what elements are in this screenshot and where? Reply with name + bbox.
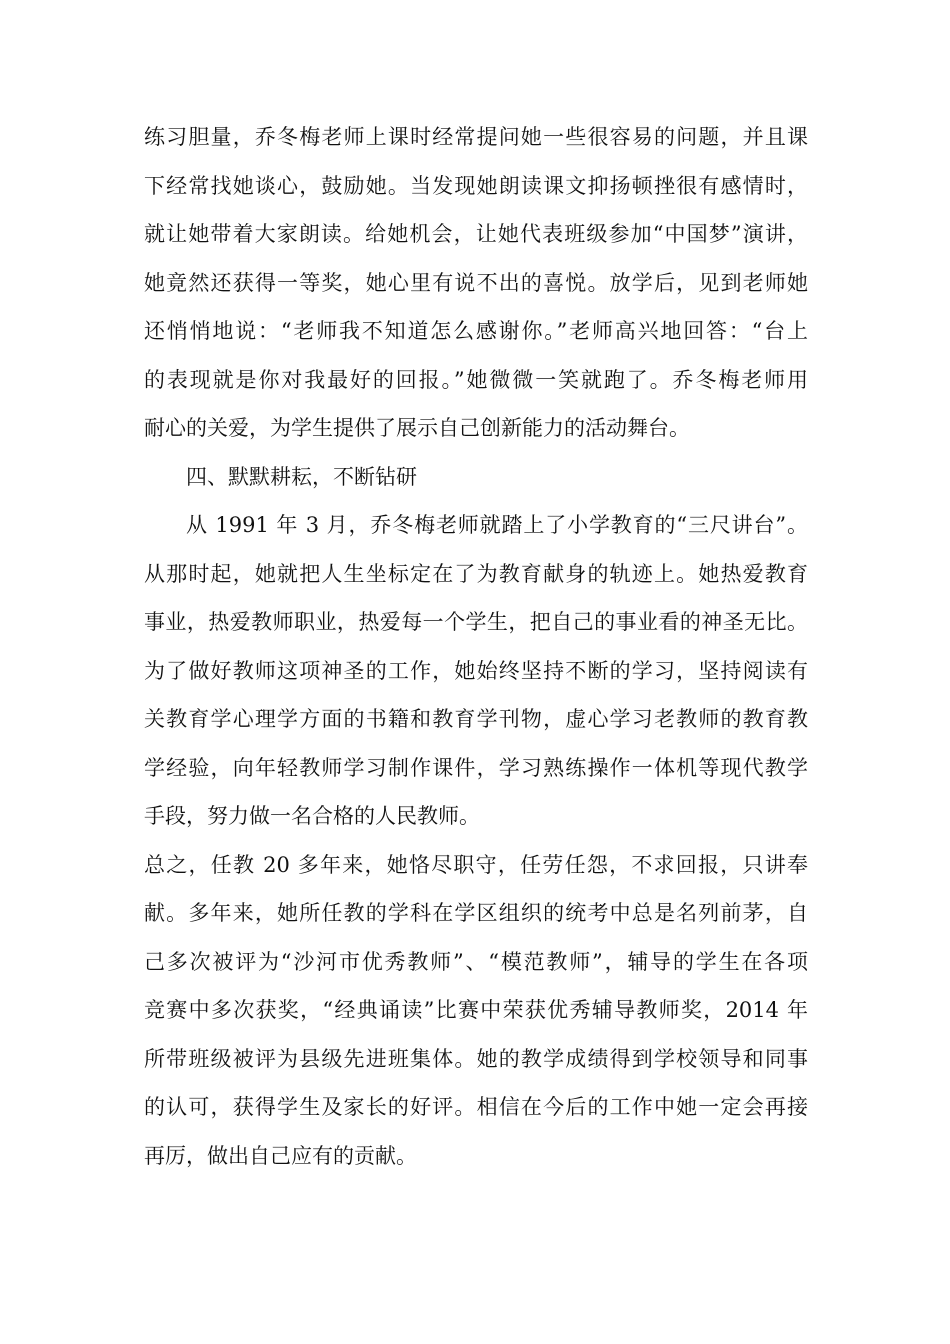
text-line: 从那时起，她就把人生坐标定在了为教育献身的轨迹上。她热爱教育	[144, 561, 808, 586]
text-line: 耐心的关爱，为学生提供了展示自己创新能力的活动舞台。	[144, 416, 690, 440]
text-line: 手段，努力做一名合格的人民教师。	[144, 804, 480, 828]
text-line: 的认可，获得学生及家长的好评。相信在今后的工作中她一定会再接	[144, 1095, 808, 1119]
text-line: 的表现就是你对我最好的回报。”她微微一笑就跑了。乔冬梅老师用	[144, 367, 808, 392]
text-line: 所带班级被评为县级先进班集体。她的教学成绩得到学校领导和同事	[144, 1046, 808, 1071]
text-line: 己多次被评为“沙河市优秀教师”、“模范教师”，辅导的学生在各项	[144, 949, 808, 974]
text-line: 献。多年来，她所任教的学科在学区组织的统考中总是名列前茅，自	[144, 901, 808, 925]
text-line: 她竟然还获得一等奖，她心里有说不出的喜悦。放学后，见到老师她	[144, 270, 808, 295]
text-line: 为了做好教师这项神圣的工作，她始终坚持不断的学习，坚持阅读有	[144, 658, 808, 683]
text-line: 关教育学心理学方面的书籍和教育学刊物，虚心学习老教师的教育教	[144, 707, 808, 731]
text-line: 总之，任教 20 多年来，她恪尽职守，任劳任怨，不求回报，只讲奉	[144, 852, 808, 877]
text-line: 练习胆量，乔冬梅老师上课时经常提问她一些很容易的问题，并且课	[144, 125, 808, 149]
text-line: 竞赛中多次获奖，“经典诵读”比赛中荣获优秀辅导教师奖，2014 年	[144, 998, 808, 1022]
text-line: 还悄悄地说：“老师我不知道怎么感谢你。”老师高兴地回答：“台上	[144, 319, 808, 343]
text-line: 再厉，做出自己应有的贡献。	[144, 1143, 417, 1168]
text-line: 四、默默耕耘，不断钻研	[186, 464, 417, 489]
text-line: 从 1991 年 3 月，乔冬梅老师就踏上了小学教育的“三尺讲台”。	[186, 513, 808, 537]
text-line: 下经常找她谈心，鼓励她。当发现她朗读课文抑扬顿挫很有感情时，	[144, 173, 808, 198]
text-line: 事业，热爱教师职业，热爱每一个学生，把自己的事业看的神圣无比。	[144, 610, 808, 634]
document-page	[144, 113, 808, 1180]
text-line: 学经验，向年轻教师学习制作课件，学习熟练操作一体机等现代教学	[144, 755, 808, 780]
text-line: 就让她带着大家朗读。给她机会，让她代表班级参加“中国梦”演讲，	[144, 222, 808, 246]
